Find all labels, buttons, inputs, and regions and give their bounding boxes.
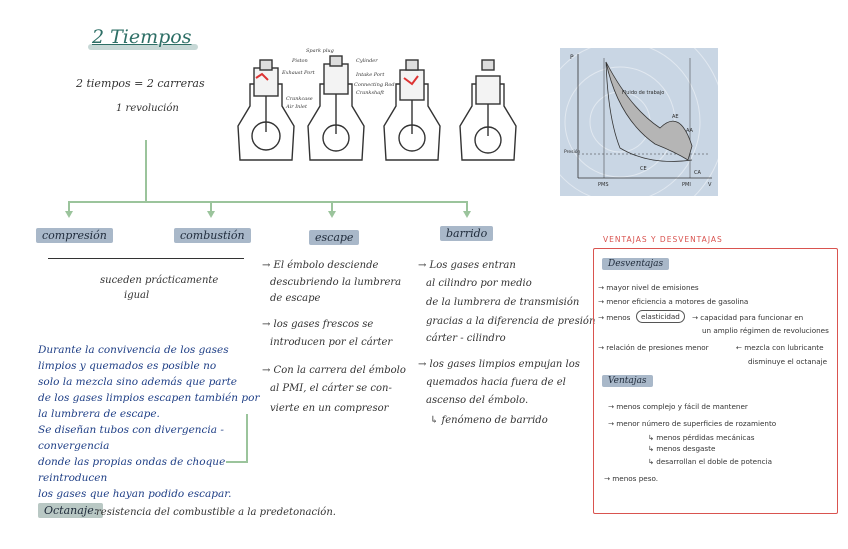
octanaje-label: Octanaje: xyxy=(38,503,103,518)
connector-return-vertical xyxy=(246,414,248,462)
pv-ae-label: AE xyxy=(672,114,679,120)
engine-cycle-figure xyxy=(232,48,524,176)
blue-note-line-8: los gases que hayan podido escapar. xyxy=(38,488,232,500)
blue-note-line-3: solo la mezcla sino además que parte xyxy=(38,376,237,388)
barrido-note-1: → Los gases entran xyxy=(418,260,516,271)
stage-compresion: compresión xyxy=(36,228,113,243)
pv-pmi-label: PMI xyxy=(682,182,691,188)
arrow-down-icon xyxy=(463,211,471,218)
pv-aa-label: AA xyxy=(686,128,693,134)
ventajas-panel-title: VENTAJAS Y DESVENTAJAS xyxy=(603,235,723,244)
ventaja-item-4: ↳ menos desgaste xyxy=(648,444,716,453)
escape-note-3: de escape xyxy=(270,293,321,304)
barrido-note-2: al cilindro por medio xyxy=(426,278,532,289)
stage-combustion: combustión xyxy=(174,228,251,243)
page-title: 2 Tiempos xyxy=(92,26,192,48)
combustion-note-line-2: igual xyxy=(124,290,150,301)
label-crankshaft: Crankshaft xyxy=(356,90,385,96)
escape-note-1: → El émbolo desciende xyxy=(262,260,379,271)
label-intake-port: Intake Port xyxy=(356,72,385,78)
pv-v-label: V xyxy=(708,182,712,188)
pv-diagram xyxy=(560,48,718,196)
label-connecting-rod: Connecting Rod xyxy=(354,82,395,88)
connector-vertical xyxy=(145,140,147,202)
stage-barrido: barrido xyxy=(440,226,493,241)
barrido-note-4: gracias a la diferencia de presión xyxy=(426,316,596,327)
octanaje-text: resistencia del combustible a la predetonación. xyxy=(96,507,336,518)
blue-note-line-6: Se diseñan tubos con divergencia - convergencia xyxy=(38,424,224,452)
desventaja-item-5: un amplio régimen de revoluciones xyxy=(702,326,829,335)
label-cylinder: Cylinder xyxy=(356,58,378,64)
blue-note xyxy=(38,342,260,502)
blue-note-line-2: limpios y quemados es posible no xyxy=(38,360,217,372)
arrow-down-icon xyxy=(65,211,73,218)
barrido-note-5: cárter - cilindro xyxy=(426,333,506,344)
barrido-note-7: quemados hacia fuera de el xyxy=(426,377,566,388)
combustion-divider xyxy=(48,258,244,259)
escape-note-8: vierte en un compresor xyxy=(270,403,389,414)
barrido-note-6: → los gases limpios empujan los xyxy=(418,359,580,370)
intro-line-2: 1 revolución xyxy=(116,103,179,114)
arrow-down-icon xyxy=(207,211,215,218)
ventaja-item-6: → menos peso. xyxy=(604,474,658,483)
blue-note-line-7: donde las propias ondas de choque reintroducen xyxy=(38,456,226,484)
ventaja-item-3: ↳ menos pérdidas mecánicas xyxy=(648,433,755,442)
escape-note-7: al PMI, el cárter se con- xyxy=(270,383,392,394)
barrido-note-9: ↳ fenómeno de barrido xyxy=(430,415,548,426)
label-crankcase: Crankcase xyxy=(286,96,313,102)
desventaja-item-4: → capacidad para funcionar en xyxy=(692,313,804,322)
connector-return-horizontal xyxy=(226,461,248,463)
desventajas-label: Desventajas xyxy=(602,258,669,270)
desventaja-item-7: ← mezcla con lubricante xyxy=(736,343,824,352)
ventaja-item-5: ↳ desarrollan el doble de potencia xyxy=(648,457,773,466)
pv-presion-label: Presión xyxy=(564,150,581,155)
ventajas-label: Ventajas xyxy=(602,375,653,387)
combustion-note-line-1: suceden prácticamente xyxy=(100,275,219,286)
label-exhaust-port: Exhaust Port xyxy=(282,70,315,76)
desventaja-item-3: → menos xyxy=(598,313,631,322)
pv-pms-label: PMS xyxy=(598,182,609,188)
desventaja-item-6: → relación de presiones menor xyxy=(598,343,709,352)
stage-escape: escape xyxy=(309,230,359,245)
desventaja-item-8: disminuye el octanaje xyxy=(748,357,828,366)
blue-note-line-4: de los gases limpios escapen también por xyxy=(38,392,260,404)
pv-ca-label: CA xyxy=(694,170,701,176)
pv-p-label: P xyxy=(570,54,574,61)
blue-note-line-1: Durante la convivencia de los gases xyxy=(38,344,229,356)
intro-line-1: 2 tiempos = 2 carreras xyxy=(76,77,205,90)
escape-note-4: → los gases frescos se xyxy=(262,319,374,330)
ventaja-item-2: → menor número de superficies de rozamiento xyxy=(608,419,777,428)
barrido-note-3: de la lumbrera de transmisión xyxy=(426,297,580,308)
barrido-note-8: ascenso del émbolo. xyxy=(426,395,529,406)
desventaja-item-1: → mayor nivel de emisiones xyxy=(598,283,699,292)
arrow-down-icon xyxy=(328,211,336,218)
escape-note-5: introducen por el cárter xyxy=(270,337,393,348)
connector-horizontal xyxy=(68,201,468,203)
ventaja-item-1: → menos complejo y fácil de mantener xyxy=(608,402,748,411)
desventaja-elasticidad: elasticidad xyxy=(636,310,685,323)
pv-ce-label: CE xyxy=(640,166,647,172)
label-air-inlet: Air Inlet xyxy=(286,104,307,110)
two-stroke-engine-illustration xyxy=(232,48,524,176)
label-piston: Piston xyxy=(292,58,308,64)
label-spark-plug: Spark plug xyxy=(306,48,334,54)
escape-note-6: → Con la carrera del émbolo xyxy=(262,365,406,376)
pv-work-label: Fluido de trabajo xyxy=(622,90,665,96)
blue-note-line-5: la lumbrera de escape. xyxy=(38,408,160,420)
desventaja-item-2: → menor eficiencia a motores de gasolina xyxy=(598,297,749,306)
escape-note-2: descubriendo la lumbrera xyxy=(270,277,402,288)
